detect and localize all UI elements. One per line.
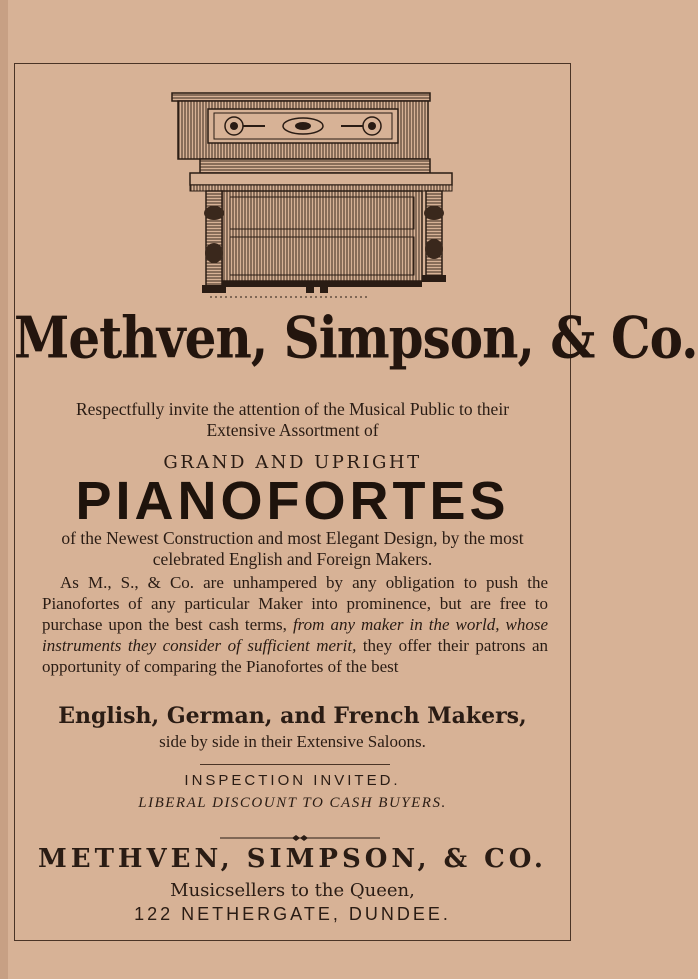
body-italic-2: sufficient merit, bbox=[247, 636, 357, 655]
piano-illustration bbox=[130, 85, 460, 307]
body-italic-1: from any maker in the world, whose instruments they consider of bbox=[42, 615, 549, 655]
subtitle: GRAND AND UPRIGHT bbox=[163, 452, 422, 473]
intro-line-2: Extensive Assortment of bbox=[206, 420, 379, 440]
newest-line-2: celebrated English and Foreign Makers. bbox=[152, 549, 433, 569]
ornament-divider-icon bbox=[220, 828, 380, 834]
makers-line: English, German, and French Makers, bbox=[58, 703, 527, 729]
inspection-line: INSPECTION INVITED. bbox=[184, 772, 401, 789]
intro-line-1: Respectfully invite the attention of the Musical Public to their bbox=[75, 399, 510, 419]
newest-line-1: of the Newest Construction and most Elegant Design, by the most bbox=[61, 528, 524, 548]
intro-text bbox=[14, 399, 571, 441]
firm-name-caps: METHVEN, SIMPSON, & CO. bbox=[37, 844, 547, 874]
page-edge bbox=[0, 0, 8, 979]
body-part-2: they offer their patrons an opportunity of comparing the Pianofortes of the best bbox=[42, 636, 549, 676]
address-line: 122 NETHERGATE, DUNDEE. bbox=[134, 904, 451, 924]
firm-title: Methven, Simpson, & Co. bbox=[14, 303, 698, 372]
body-paragraph bbox=[42, 572, 548, 677]
discount-line: LIBERAL DISCOUNT TO CASH BUYERS. bbox=[138, 795, 447, 811]
divider-rule bbox=[200, 764, 390, 765]
upright-piano-icon bbox=[130, 85, 460, 307]
musicsellers-line: Musicsellers to the Queen, bbox=[170, 880, 415, 901]
newest-text bbox=[14, 528, 571, 570]
headline: PIANOFORTES bbox=[75, 471, 510, 531]
body-part-1: As M., S., & Co. are unhampered by any obligation to push the Pianofortes of any particular Maker into prominence, but are free to purchase upon the best cash terms, bbox=[42, 573, 548, 634]
side-by-side-line: side by side in their Extensive Saloons. bbox=[159, 732, 426, 751]
body-text bbox=[42, 572, 548, 677]
